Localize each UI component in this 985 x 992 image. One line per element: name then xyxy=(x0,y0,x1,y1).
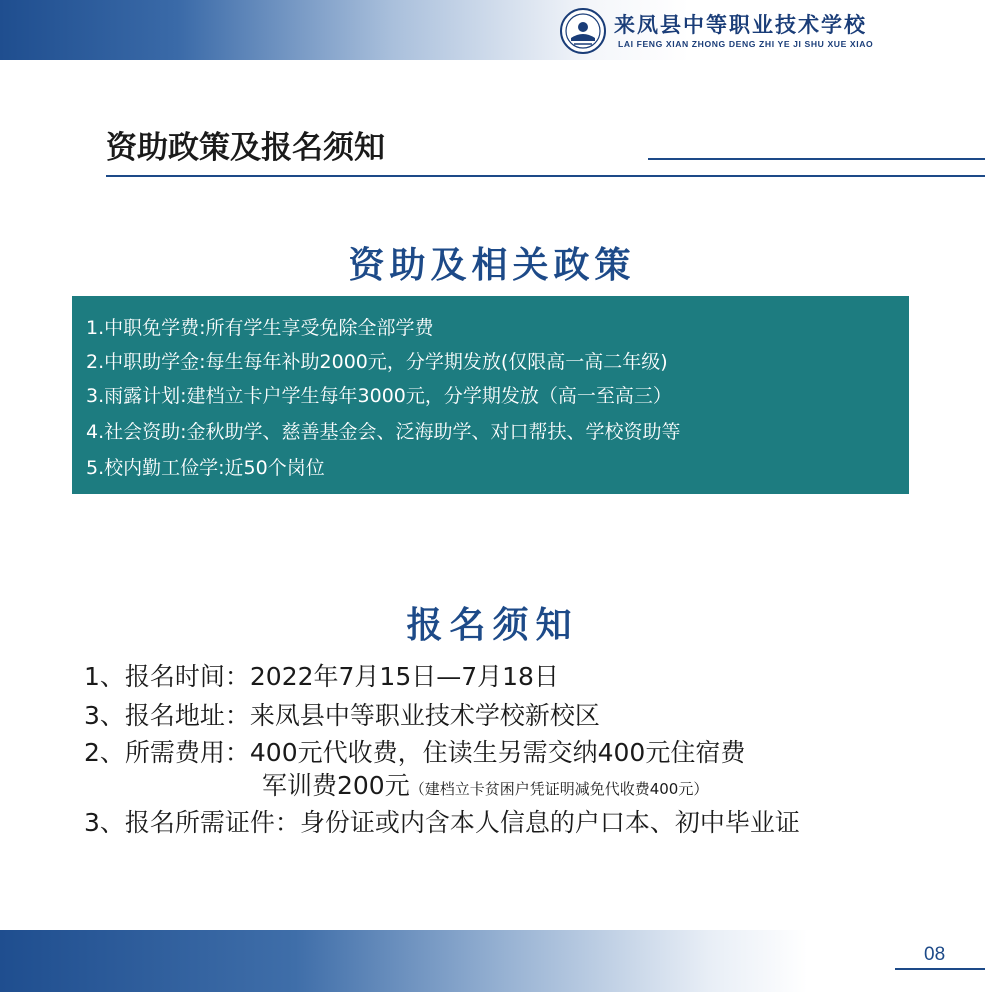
policy-item: 2.中职助学金:每生每年补助2000元，分学期发放(仅限高一高二年级) xyxy=(86,351,668,373)
footer-banner xyxy=(0,930,985,992)
policy-item: 4.社会资助:金秋助学、慈善基金会、泛海助学、对口帮扶、学校资助等 xyxy=(86,421,681,443)
page-title: 资助政策及报名须知 xyxy=(106,130,385,166)
page-number: 08 xyxy=(924,944,946,965)
school-logo-block xyxy=(560,6,980,56)
school-name-cn: 来凤县中等职业技术学校 xyxy=(614,12,867,37)
registration-heading: 报名须知 xyxy=(406,605,579,646)
policy-box xyxy=(72,296,909,494)
title-accent-rule xyxy=(648,158,985,160)
registration-fee-extra xyxy=(262,766,708,802)
page-number-rule xyxy=(895,968,985,970)
registration-item: 2、所需费用：400元代收费，住读生另需交纳400元住宿费 xyxy=(84,738,746,767)
policy-item: 3.雨露计划:建档立卡户学生每年3000元，分学期发放（高一至高三） xyxy=(86,385,672,407)
military-training-fee: 军训费200元 xyxy=(262,771,410,800)
policy-item: 1.中职免学费:所有学生享受免除全部学费 xyxy=(86,317,434,339)
school-emblem-icon xyxy=(560,8,606,54)
school-name-pinyin: LAI FENG XIAN ZHONG DENG ZHI YE JI SHU XUE XIAO xyxy=(618,39,874,49)
policy-heading: 资助及相关政策 xyxy=(348,245,636,286)
title-underline xyxy=(106,175,985,177)
registration-item: 3、报名地址：来凤县中等职业技术学校新校区 xyxy=(84,701,600,730)
policy-item: 5.校内勤工俭学:近50个岗位 xyxy=(86,457,325,479)
registration-item: 3、报名所需证件：身份证或内含本人信息的户口本、初中毕业证 xyxy=(84,808,800,837)
registration-item: 1、报名时间：2022年7月15日—7月18日 xyxy=(84,662,559,691)
fee-reduction-note: （建档立卡贫困户凭证明减免代收费400元） xyxy=(409,780,709,798)
